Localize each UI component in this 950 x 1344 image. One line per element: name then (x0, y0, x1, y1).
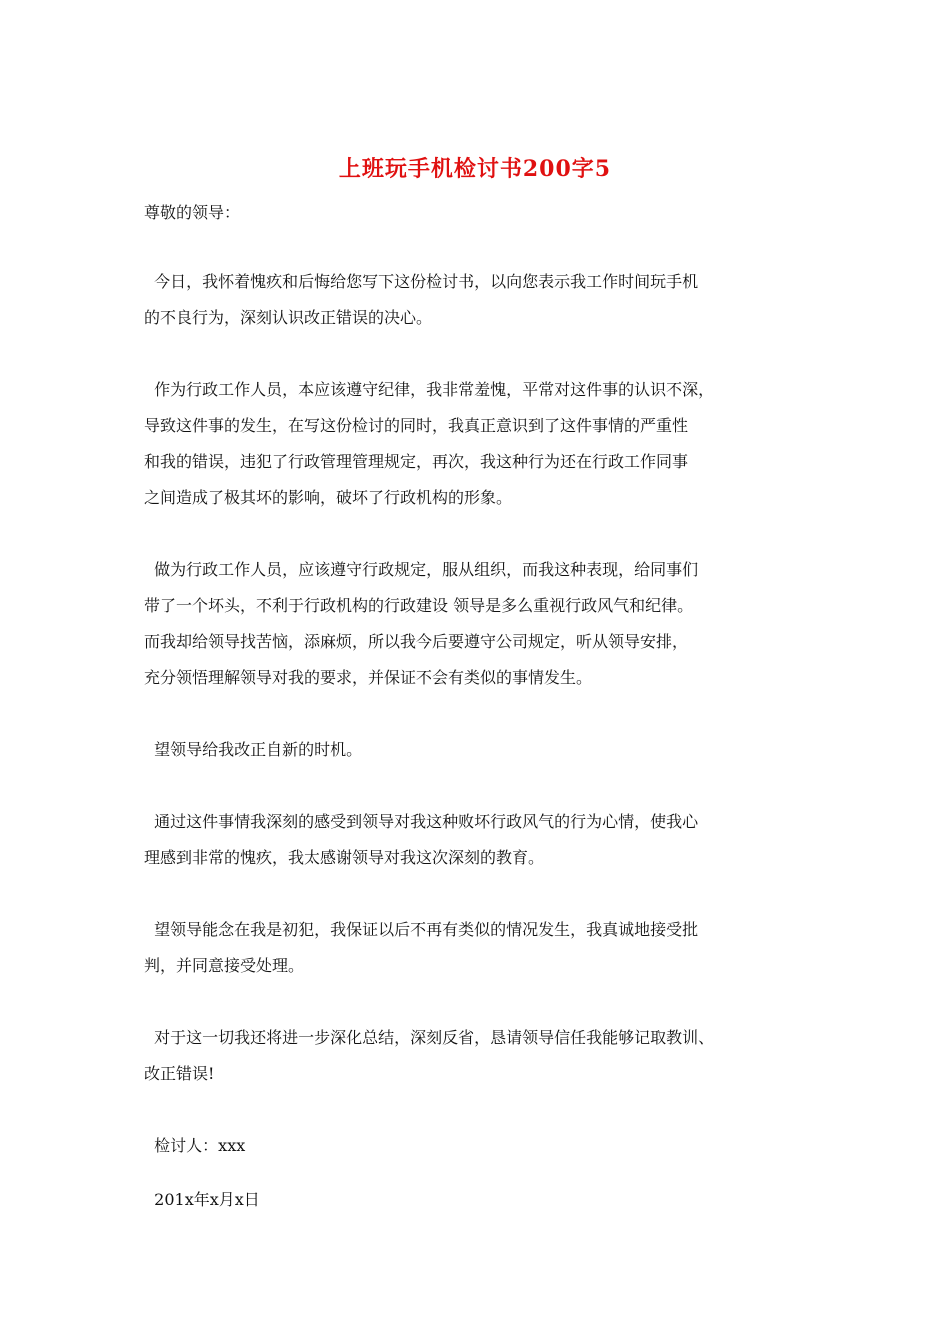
paragraph-line: 通过这件事情我深刻的感受到领导对我这种败坏行政风气的行为心情，使我心 (144, 812, 699, 831)
paragraph-line: 充分领悟理解领导对我的要求，并保证不会有类似的事情发生。 (144, 668, 593, 687)
paragraph-line: 带了一个坏头，不利于行政机构的行政建设 领导是多么重视行政风气和纪律。 (144, 596, 694, 615)
paragraph-line: 做为行政工作人员，应该遵守行政规定，服从组织，而我这种表现，给同事们 (144, 560, 699, 579)
paragraph-line: 对于这一切我还将进一步深化总结，深刻反省，恳请领导信任我能够记取教训、 (144, 1028, 715, 1047)
paragraph (144, 912, 824, 984)
paragraph (144, 804, 824, 876)
paragraph (144, 552, 824, 696)
paragraph-line: 理感到非常的愧疚，我太感谢领导对我这次深刻的教育。 (144, 848, 545, 867)
paragraph-line: 望领导给我改正自新的时机。 (144, 740, 363, 759)
paragraph (144, 1020, 824, 1092)
paragraph-line: 而我却给领导找苦恼，添麻烦，所以我今后要遵守公司规定，听从领导安排， (144, 632, 689, 651)
paragraph (144, 732, 824, 768)
paragraph-line: 改正错误! (144, 1064, 215, 1083)
paragraph (144, 1128, 824, 1164)
paragraph-line: 和我的错误，违犯了行政管理管理规定，再次，我这种行为还在行政工作同事 (144, 452, 689, 471)
salutation: 尊敬的领导： (144, 203, 241, 222)
paragraph (144, 372, 824, 516)
paragraph-line: 作为行政工作人员，本应该遵守纪律，我非常羞愧，平常对这件事的认识不深， (144, 380, 715, 399)
paragraph-line: 检讨人：xxx (144, 1136, 246, 1155)
paragraph (144, 264, 824, 336)
paragraph-line: 201x年x月x日 (144, 1190, 260, 1209)
paragraph-line: 的不良行为，深刻认识改正错误的决心。 (144, 308, 433, 327)
paragraph-line: 之间造成了极其坏的影响，破坏了行政机构的形象。 (144, 488, 513, 507)
paragraph-line: 望领导能念在我是初犯，我保证以后不再有类似的情况发生，我真诚地接受批 (144, 920, 699, 939)
paragraph-line: 导致这件事的发生，在写这份检讨的同时，我真正意识到了这件事情的严重性 (144, 416, 689, 435)
document-title: 上班玩手机检讨书200字5 (338, 156, 612, 182)
paragraph-line: 判，并同意接受处理。 (144, 956, 305, 975)
paragraph (144, 1182, 824, 1218)
paragraph-line: 今日，我怀着愧疚和后悔给您写下这份检讨书，以向您表示我工作时间玩手机 (144, 272, 699, 291)
